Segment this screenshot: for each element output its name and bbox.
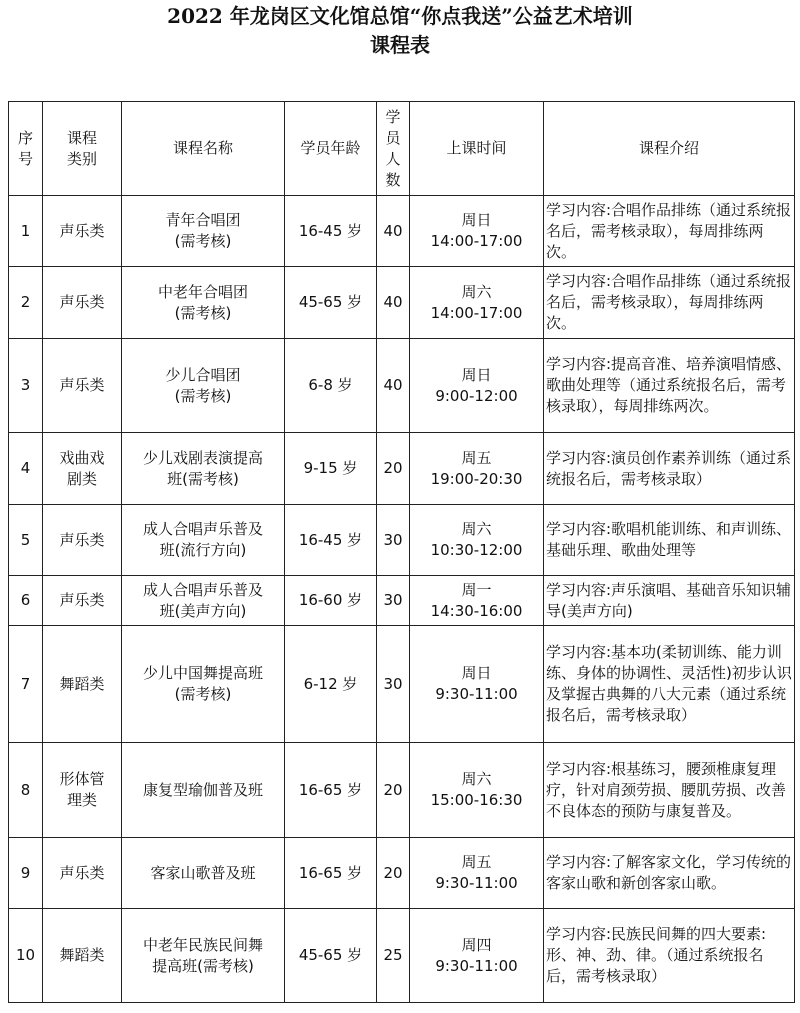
cell-count: 30 <box>377 505 410 576</box>
class-time: 19:00-20:30 <box>430 469 523 488</box>
course-name-line: 客家山歌普及班 <box>150 863 256 882</box>
cell-name <box>122 743 285 838</box>
cell-category: 舞蹈类 <box>43 909 122 1003</box>
header-category: 课程类别 <box>43 102 122 196</box>
cell-category: 声乐类 <box>43 267 122 339</box>
course-schedule-table <box>8 101 795 1003</box>
cell-count: 25 <box>377 909 410 1003</box>
cell-intro: 学习内容:提高音准、培养演唱情感、歌曲处理等（通过系统报名后，需考核录取），每周排练两次。 <box>544 339 795 433</box>
table-row <box>9 505 795 576</box>
header-row <box>9 102 795 196</box>
course-name-line: 班(流行方向) <box>159 541 247 559</box>
cell-age: 16-60 岁 <box>285 576 377 626</box>
class-time: 9:30-11:00 <box>435 874 518 892</box>
table-body <box>9 196 795 1003</box>
cell-category: 声乐类 <box>43 196 122 267</box>
cell-category: 形体管理类 <box>43 743 122 838</box>
class-time: 9:30-11:00 <box>435 685 518 703</box>
cell-count: 40 <box>377 267 410 339</box>
cell-no: 8 <box>9 743 43 838</box>
table-row <box>9 838 795 909</box>
cell-time <box>410 267 544 339</box>
cell-time <box>410 576 544 626</box>
course-name-line: 班(需考核) <box>167 469 239 488</box>
class-time: 9:30-11:00 <box>435 956 518 975</box>
cell-intro: 学习内容:合唱作品排练（通过系统报名后，需考核录取），每周排练两次。 <box>544 267 795 339</box>
cell-count: 20 <box>377 838 410 909</box>
course-name-line: 青年合唱团 <box>165 211 241 229</box>
course-name-line: 康复型瑜伽普及班 <box>142 780 263 799</box>
cell-no: 1 <box>9 196 43 267</box>
cell-age: 6-12 岁 <box>285 626 377 743</box>
cell-name <box>122 339 285 433</box>
cell-time <box>410 626 544 743</box>
cell-category: 声乐类 <box>43 339 122 433</box>
table-row <box>9 743 795 838</box>
table-row <box>9 626 795 743</box>
cell-intro: 学习内容:合唱作品排练（通过系统报名后，需考核录取），每周排练两次。 <box>544 196 795 267</box>
cell-name <box>122 909 285 1003</box>
cell-age: 16-45 岁 <box>285 196 377 267</box>
cell-no: 7 <box>9 626 43 743</box>
cell-category: 戏曲戏剧类 <box>43 433 122 505</box>
cell-count: 40 <box>377 196 410 267</box>
cell-intro: 学习内容:根基练习，腰颈椎康复理疗，针对肩颈劳损、腰肌劳损、改善不良体态的预防与康复普及。 <box>544 743 795 838</box>
header-name: 课程名称 <box>122 102 285 196</box>
course-name-line: 少儿戏剧表演提高 <box>142 448 263 467</box>
course-name-line: 班(美声方向) <box>159 601 247 620</box>
header-age: 学员年龄 <box>285 102 377 196</box>
cell-no: 4 <box>9 433 43 505</box>
cell-age: 16-65 岁 <box>285 838 377 909</box>
cell-time <box>410 505 544 576</box>
cell-no: 9 <box>9 838 43 909</box>
class-time: 14:30-16:00 <box>430 601 523 620</box>
cell-count: 20 <box>377 743 410 838</box>
cell-time <box>410 838 544 909</box>
table-row <box>9 267 795 339</box>
class-time: 15:00-16:30 <box>430 791 523 809</box>
course-name-line: 成人合唱声乐普及 <box>142 580 263 599</box>
cell-time <box>410 433 544 505</box>
course-name-line: 少儿中国舞提高班 <box>142 664 263 682</box>
course-name-line: 中老年民族民间舞 <box>142 935 263 954</box>
cell-intro: 学习内容:民族民间舞的四大要素:形、神、劲、律。（通过系统报名后，需考核录取） <box>544 909 795 1003</box>
course-name-line: (需考核) <box>174 386 232 405</box>
cell-no: 3 <box>9 339 43 433</box>
class-day: 周四 <box>461 935 492 954</box>
class-day: 周日 <box>461 365 492 384</box>
cell-category: 舞蹈类 <box>43 626 122 743</box>
class-day: 周日 <box>461 211 492 229</box>
course-name-line: (需考核) <box>174 303 232 322</box>
cell-name <box>122 576 285 626</box>
cell-intro: 学习内容:了解客家文化，学习传统的客家山歌和新创客家山歌。 <box>544 838 795 909</box>
cell-count: 40 <box>377 339 410 433</box>
course-name-line: 中老年合唱团 <box>157 282 248 301</box>
cell-age: 45-65 岁 <box>285 267 377 339</box>
table-row <box>9 339 795 433</box>
cell-name <box>122 838 285 909</box>
cell-age: 16-45 岁 <box>285 505 377 576</box>
course-name-line: 少儿合唱团 <box>165 365 241 384</box>
cell-no: 5 <box>9 505 43 576</box>
cell-intro: 学习内容:声乐演唱、基础音乐知识辅导(美声方向) <box>544 576 795 626</box>
cell-category: 声乐类 <box>43 505 122 576</box>
table-row <box>9 909 795 1003</box>
course-name-line: (需考核) <box>174 685 232 703</box>
course-name-line: 提高班(需考核) <box>152 956 254 975</box>
header-time: 上课时间 <box>410 102 544 196</box>
cell-name <box>122 196 285 267</box>
header-intro: 课程介绍 <box>544 102 795 196</box>
cell-no: 6 <box>9 576 43 626</box>
cell-name <box>122 626 285 743</box>
cell-count: 30 <box>377 626 410 743</box>
cell-age: 6-8 岁 <box>285 339 377 433</box>
class-day: 周六 <box>461 520 492 538</box>
title-line-1: 2022 年龙岗区文化馆总馆“你点我送”公益艺术培训 <box>167 4 633 28</box>
cell-age: 45-65 岁 <box>285 909 377 1003</box>
class-time: 14:00-17:00 <box>430 232 523 250</box>
cell-intro: 学习内容:歌唱机能训练、和声训练、基础乐理、歌曲处理等 <box>544 505 795 576</box>
cell-time <box>410 909 544 1003</box>
class-day: 周六 <box>461 770 492 788</box>
class-time: 10:30-12:00 <box>430 541 523 559</box>
cell-intro: 学习内容:基本功(柔韧训练、能力训练、身体的协调性、灵活性)初步认识及掌握古典舞的八大元素（通过系统报名后，需考核录取） <box>544 626 795 743</box>
cell-age: 16-65 岁 <box>285 743 377 838</box>
cell-name <box>122 505 285 576</box>
cell-category: 声乐类 <box>43 576 122 626</box>
cell-name <box>122 433 285 505</box>
cell-category: 声乐类 <box>43 838 122 909</box>
cell-count: 20 <box>377 433 410 505</box>
course-name-line: 成人合唱声乐普及 <box>142 520 263 538</box>
cell-time <box>410 196 544 267</box>
header-no: 序号 <box>9 102 43 196</box>
class-day: 周五 <box>461 853 492 871</box>
cell-intro: 学习内容:演员创作素养训练（通过系统报名后，需考核录取） <box>544 433 795 505</box>
class-time: 14:00-17:00 <box>430 303 523 322</box>
cell-time <box>410 339 544 433</box>
title-line-2: 课程表 <box>370 33 430 57</box>
cell-time <box>410 743 544 838</box>
cell-count: 30 <box>377 576 410 626</box>
header-count: 学员人数 <box>377 102 410 196</box>
class-day: 周一 <box>461 580 492 599</box>
table-row <box>9 433 795 505</box>
class-day: 周日 <box>461 664 492 682</box>
table-row <box>9 196 795 267</box>
table-row <box>9 576 795 626</box>
class-time: 9:00-12:00 <box>435 386 518 405</box>
course-name-line: (需考核) <box>174 232 232 250</box>
class-day: 周六 <box>461 282 492 301</box>
cell-name <box>122 267 285 339</box>
cell-no: 10 <box>9 909 43 1003</box>
class-day: 周五 <box>461 448 492 467</box>
cell-age: 9-15 岁 <box>285 433 377 505</box>
cell-no: 2 <box>9 267 43 339</box>
